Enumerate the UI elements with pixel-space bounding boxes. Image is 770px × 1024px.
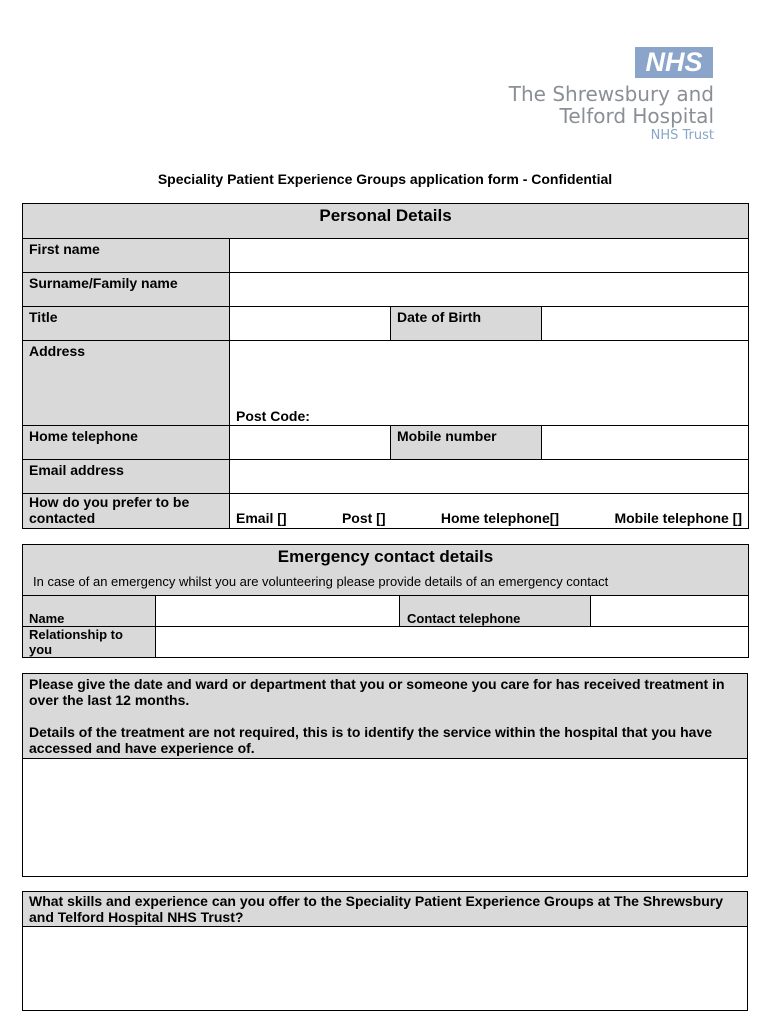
address-label: Address bbox=[23, 341, 230, 426]
emergency-name-field[interactable] bbox=[156, 596, 400, 627]
form-title: Speciality Patient Experience Groups application form - Confidential bbox=[157, 171, 613, 187]
contact-preference-options bbox=[230, 494, 749, 529]
emergency-contact-note: In case of an emergency whilst you are volunteering please provide details of an emergency contact bbox=[33, 574, 609, 589]
skills-answer-field[interactable] bbox=[23, 927, 748, 1011]
option-email[interactable]: Email [] bbox=[236, 510, 287, 526]
emergency-contact-title: Emergency contact details bbox=[277, 547, 494, 566]
dob-label: Date of Birth bbox=[391, 307, 542, 341]
treatment-answer-field[interactable] bbox=[23, 759, 748, 877]
contact-preference-label: How do you prefer to be contacted bbox=[23, 494, 230, 529]
skills-question: What skills and experience can you offer to the Speciality Patient Experience Groups at The Shrewsbury and Telford Hospital NHS Trust? bbox=[23, 892, 748, 927]
relationship-field[interactable] bbox=[156, 627, 749, 658]
trust-name-line1: The Shrewsbury and bbox=[508, 82, 714, 106]
first-name-field[interactable] bbox=[230, 239, 749, 273]
relationship-label: Relationship to you bbox=[23, 627, 156, 658]
option-post[interactable]: Post [] bbox=[341, 510, 386, 526]
home-telephone-field[interactable] bbox=[230, 426, 391, 460]
home-telephone-label: Home telephone bbox=[23, 426, 230, 460]
trust-name-line2: Telford Hospital bbox=[559, 104, 714, 128]
trust-name-line3: NHS Trust bbox=[650, 128, 714, 143]
treatment-table bbox=[22, 673, 748, 877]
option-mobile-telephone[interactable]: Mobile telephone [] bbox=[614, 510, 743, 526]
address-field[interactable] bbox=[230, 341, 749, 426]
mobile-number-label: Mobile number bbox=[391, 426, 542, 460]
personal-details-header: Personal Details bbox=[23, 204, 749, 239]
contact-telephone-field[interactable] bbox=[591, 596, 749, 627]
personal-details-table bbox=[22, 203, 749, 529]
title-label: Title bbox=[23, 307, 230, 341]
skills-table bbox=[22, 891, 748, 1011]
nhs-logo: NHS bbox=[635, 47, 713, 78]
surname-field[interactable] bbox=[230, 273, 749, 307]
email-address-field[interactable] bbox=[230, 460, 749, 494]
mobile-number-field[interactable] bbox=[542, 426, 749, 460]
emergency-contact-header bbox=[23, 545, 749, 596]
emergency-contact-table bbox=[22, 544, 749, 658]
treatment-para-2: Details of the treatment are not required, this is to identify the service within the hospital that you have accessed and have experience of. bbox=[29, 724, 713, 756]
emergency-name-label: Name bbox=[23, 596, 156, 627]
option-home-telephone[interactable]: Home telephone[] bbox=[440, 510, 560, 526]
first-name-label: First name bbox=[23, 239, 230, 273]
dob-field[interactable] bbox=[542, 307, 749, 341]
treatment-para-1: Please give the date and ward or department that you or someone you care for has received treatment in over the last 12 months. bbox=[29, 676, 725, 708]
treatment-question bbox=[23, 674, 748, 759]
contact-telephone-label: Contact telephone bbox=[400, 596, 591, 627]
postcode-label: Post Code: bbox=[236, 408, 310, 424]
email-address-label: Email address bbox=[23, 460, 230, 494]
title-field[interactable] bbox=[230, 307, 391, 341]
surname-label: Surname/Family name bbox=[23, 273, 230, 307]
